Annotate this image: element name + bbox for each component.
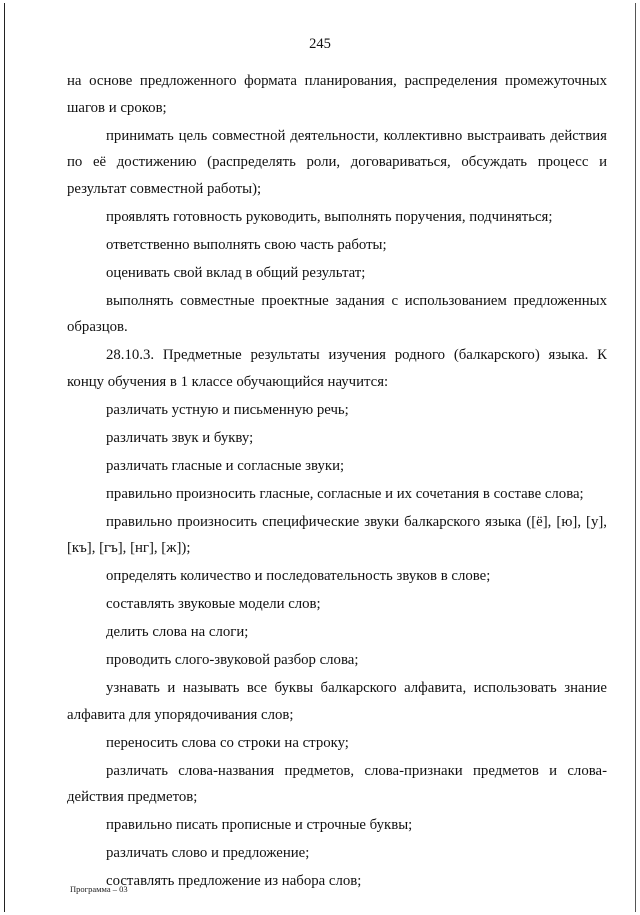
- list-item: составлять звуковые модели слов;: [106, 596, 321, 612]
- list-item: правильно писать прописные и строчные буквы;: [106, 817, 413, 833]
- paragraph: принимать цель совместной деятельности, коллективно выстраивать действия по её достижению (распределять роли, договариваться, обсуждать процесс и результат совместной работы);: [67, 127, 607, 197]
- list-item: определять количество и последовательность звуков в слове;: [106, 568, 491, 584]
- footer-label: Программа – 03: [70, 884, 128, 894]
- list-item: правильно произносить специфические звуки балкарского языка ([ё], [ю], [у], [къ], [гъ], [нг], [ж]);: [67, 513, 607, 556]
- section-heading-paragraph: 28.10.3. Предметные результаты изучения родного (балкарского) языка. К концу обучения в 1 классе обучающийся научится:: [67, 347, 607, 390]
- list-item: правильно произносить гласные, согласные и их сочетания в составе слова;: [106, 485, 584, 502]
- list-item: проводить слого-звуковой разбор слова;: [106, 652, 359, 668]
- list-item: различать гласные и согласные звуки;: [106, 457, 345, 474]
- list-item: узнавать и называть все буквы балкарского алфавита, использовать знание алфавита для упорядочивания слов;: [67, 680, 607, 723]
- list-item: оценивать свой вклад в общий результат;: [106, 264, 366, 281]
- list-item: составлять предложение из набора слов;: [106, 873, 362, 889]
- list-item: переносить слова со строки на строку;: [106, 734, 349, 751]
- list-item: проявлять готовность руководить, выполнять поручения, подчиняться;: [106, 208, 553, 225]
- list-item: различать устную и письменную речь;: [106, 401, 349, 418]
- paragraph: на основе предложенного формата планирования, распределения промежуточных шагов и сроков;: [67, 73, 607, 116]
- list-item: ответственно выполнять свою часть работы;: [106, 236, 387, 253]
- list-item: делить слова на слоги;: [106, 624, 249, 640]
- list-item: различать слова-названия предметов, слова-признаки предметов и слова-действия предметов;: [67, 762, 607, 805]
- list-item: выполнять совместные проектные задания с использованием предложенных образцов.: [67, 292, 607, 335]
- list-item: различать звук и букву;: [106, 429, 254, 446]
- page-number: 245: [309, 36, 331, 52]
- document-body: [67, 68, 607, 895]
- list-item: различать слово и предложение;: [106, 845, 310, 861]
